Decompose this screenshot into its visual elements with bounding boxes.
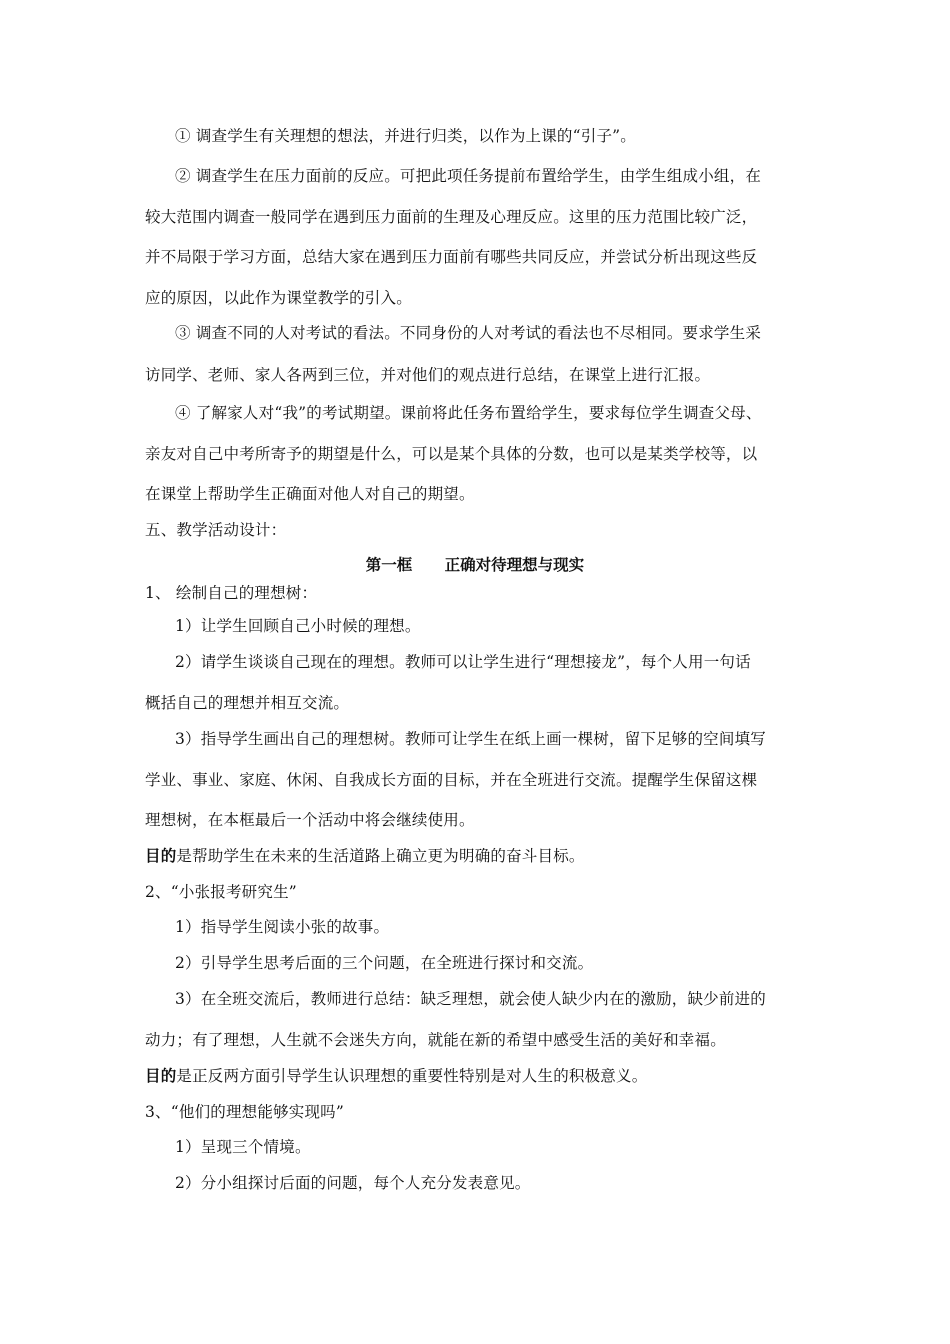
paragraph-line: ③ 调查不同的人对考试的看法。不同身份的人对考试的看法也不尽相同。要求学生采	[175, 324, 762, 342]
step-line: 理想树，在本框最后一个活动中将会继续使用。	[145, 811, 475, 829]
paragraph-line: ④ 了解家人对“我”的考试期望。课前将此任务布置给学生，要求每位学生调查父母、	[175, 404, 762, 422]
step-line: 2）分小组探讨后面的问题，每个人充分发表意见。	[175, 1174, 531, 1192]
section-heading: 五、教学活动设计：	[145, 521, 287, 539]
paragraph-line: ② 调查学生在压力面前的反应。可把此项任务提前布置给学生，由学生组成小组，在	[175, 167, 762, 185]
paragraph-line: ① 调查学生有关理想的想法，并进行归类，以作为上课的“引子”。	[175, 127, 636, 145]
purpose-label: 目的	[145, 847, 177, 865]
purpose-text: 是帮助学生在未来的生活道路上确立更为明确的奋斗目标。	[176, 847, 585, 865]
paragraph-line: 并不局限于学习方面，总结大家在遇到压力面前有哪些共同反应，并尝试分析出现这些反	[145, 248, 758, 266]
purpose-line	[145, 1066, 647, 1086]
paragraph-line: 访同学、老师、家人各两到三位，并对他们的观点进行总结，在课堂上进行汇报。	[145, 366, 711, 384]
purpose-text: 是正反两方面引导学生认识理想的重要性特别是对人生的积极意义。	[176, 1067, 648, 1085]
activity-heading: 2、“小张报考研究生”	[145, 883, 297, 901]
activity-heading: 1、 绘制自己的理想树：	[145, 584, 318, 602]
paragraph-line: 较大范围内调查一般同学在遇到压力面前的生理及心理反应。这里的压力范围比较广泛，	[145, 208, 758, 226]
step-line: 1）让学生回顾自己小时候的理想。	[175, 617, 421, 635]
step-line: 3）指导学生画出自己的理想树。教师可让学生在纸上画一棵树，留下足够的空间填写	[175, 730, 766, 748]
step-line: 概括自己的理想并相互交流。	[145, 694, 350, 712]
paragraph-line: 应的原因，以此作为课堂教学的引入。	[145, 289, 412, 307]
step-line: 学业、事业、家庭、休闲、自我成长方面的目标，并在全班进行交流。提醒学生保留这棵	[145, 771, 758, 789]
frame-title: 第一框 正确对待理想与现实	[365, 556, 585, 574]
step-line: 3）在全班交流后，教师进行总结：缺乏理想，就会使人缺少内在的激励，缺少前进的	[175, 990, 766, 1008]
purpose-line	[145, 846, 585, 866]
step-line: 动力；有了理想，人生就不会迷失方向，就能在新的希望中感受生活的美好和幸福。	[145, 1031, 726, 1049]
step-line: 1）指导学生阅读小张的故事。	[175, 918, 390, 936]
step-line: 2）引导学生思考后面的三个问题，在全班进行探讨和交流。	[175, 954, 594, 972]
step-line: 2）请学生谈谈自己现在的理想。教师可以让学生进行“理想接龙”，每个人用一句话	[175, 653, 751, 671]
activity-heading: 3、“他们的理想能够实现吗”	[145, 1103, 345, 1121]
step-line: 1）呈现三个情境。	[175, 1138, 311, 1156]
paragraph-line: 亲友对自己中考所寄予的期望是什么，可以是某个具体的分数，也可以是某类学校等，以	[145, 445, 758, 463]
purpose-label: 目的	[145, 1067, 177, 1085]
paragraph-line: 在课堂上帮助学生正确面对他人对自己的期望。	[145, 485, 475, 503]
